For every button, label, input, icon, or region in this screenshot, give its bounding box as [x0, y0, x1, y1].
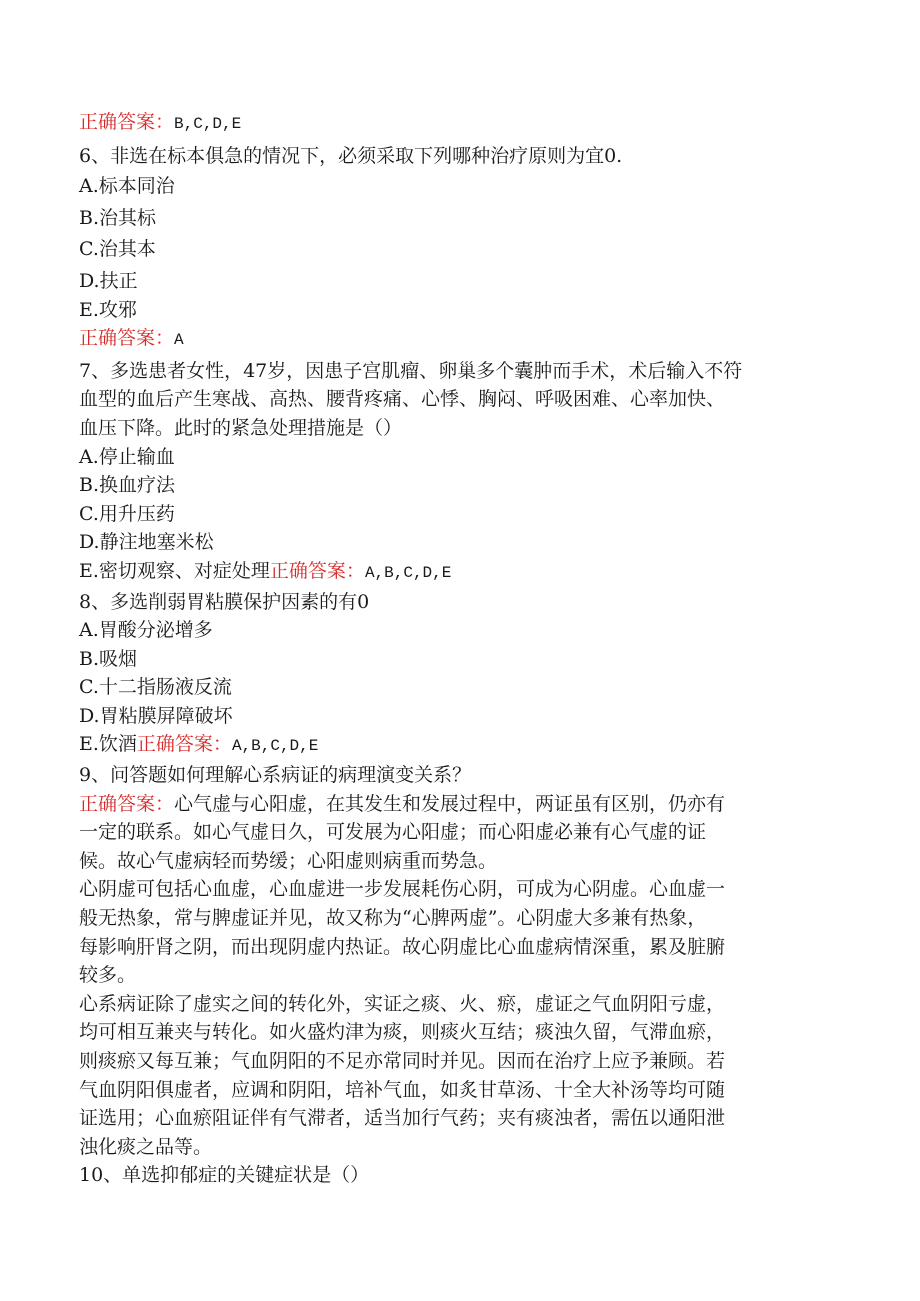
q9-answer-line-6: 每影响肝肾之阴，而出现阴虚内热证。故心阴虚比心血虚病情深重，累及脏腑: [79, 935, 726, 958]
q6-stem: 6、非选在标本俱急的情况下，必须采取下列哪种治疗原则为宜0.: [79, 144, 623, 167]
q9-answer-line-8: 心系病证除了虚实之间的转化外，实证之痰、火、瘀，虚证之气血阴阳亏虚，: [79, 992, 726, 1015]
q8-option-e-with-answer: [79, 730, 835, 761]
q6-answer: [79, 324, 835, 355]
q6-option-a: A.标本同治: [79, 175, 175, 198]
q8-option-d: D.胃粘膜屏障破坏: [79, 704, 233, 727]
q6-option-e: E.攻邪: [79, 298, 137, 321]
q8-option-a: A.胃酸分泌增多: [79, 619, 213, 642]
answer-value: A,B,C,D,E: [231, 737, 319, 756]
q8-stem: 8、多选削弱胃粘膜保护因素的有0: [79, 590, 370, 613]
q9-answer-line-4: 心阴虚可包括心血虚，心血虚进一步发展耗伤心阴，可成为心阴虚。心血虚一: [79, 878, 726, 901]
answer-label: 正确答案：: [79, 111, 175, 133]
q9-answer-line-12: 证选用；心血瘀阻证伴有气滞者，适当加行气药；夹有痰浊者，需伍以通阳泄: [79, 1107, 726, 1130]
q7-option-e-with-answer: [79, 557, 835, 588]
q9-answer-line-11: 气血阴阳俱虚者，应调和阴阳，培补气血，如炙甘草汤、十全大补汤等均可随: [79, 1078, 726, 1101]
q9-answer-line-1: [79, 790, 835, 819]
answer-value: A: [174, 331, 184, 350]
q9-answer-line-13: 浊化痰之品等。: [79, 1135, 213, 1158]
q6-option-b: B.治其标: [79, 206, 157, 229]
q6-option-d: D.扶正: [79, 269, 138, 292]
q9-answer-line-5: 般无热象，常与脾虚证并见，故又称为“心脾两虚”。心阴虚大多兼有热象，: [79, 907, 707, 930]
q8-option-b: B.吸烟: [79, 647, 138, 670]
answer-value: B,C,D,E: [174, 115, 242, 133]
q9-answer-line-2: 一定的联系。如心气虚日久，可发展为心阳虚；而心阳虚必兼有心气虚的证: [79, 821, 707, 844]
answer-value: A,B,C,D,E: [364, 563, 452, 582]
q7-stem-line-3: 血压下降。此时的紧急处理措施是（）: [79, 416, 403, 439]
answer-label: 正确答案：: [136, 733, 232, 756]
document-page: [79, 108, 835, 1190]
q7-option-e: E.密切观察、对症处理: [79, 559, 270, 582]
q7-option-d: D.静注地塞米松: [79, 531, 214, 554]
q10-stem: 10、单选抑郁症的关键症状是（）: [79, 1164, 370, 1187]
answer-text: 心气虚与心阳虚，在其发生和发展过程中，两证虽有区别，仍亦有: [174, 792, 726, 815]
q7-stem-line-1: 7、多选患者女性，47岁，因患子宫肌瘤、卵巢多个囊肿而手术，术后输入不符: [79, 359, 743, 382]
q7-option-b: B.换血疗法: [79, 474, 176, 497]
q9-answer-line-7: 较多。: [79, 964, 137, 987]
q5-answer: [79, 108, 835, 139]
q7-option-a: A.停止输血: [79, 445, 175, 468]
q8-option-e: E.饮酒: [79, 733, 137, 756]
q7-option-c: C.用升压药: [79, 502, 175, 525]
q6-option-c: C.治其本: [79, 238, 156, 261]
q9-answer-line-9: 均可相互兼夹与转化。如火盛灼津为痰，则痰火互结；痰浊久留，气滞血瘀，: [79, 1021, 726, 1044]
q9-answer-line-3: 候。故心气虚病轻而势缓；心阳虚则病重而势急。: [79, 849, 498, 872]
q7-stem-line-2: 血型的血后产生寒战、高热、腰背疼痛、心悸、胸闷、呼吸困难、心率加快、: [79, 388, 726, 411]
q9-stem: 9、问答题如何理解心系病证的病理演变关系？: [79, 764, 472, 787]
answer-label: 正确答案：: [269, 559, 365, 582]
q8-option-c: C.十二指肠液反流: [79, 676, 232, 699]
q9-answer-line-10: 则痰瘀又每互兼；气血阴阳的不足亦常同时并见。因而在治疗上应予兼顾。若: [79, 1050, 726, 1072]
answer-label: 正确答案：: [79, 327, 175, 350]
answer-label: 正确答案：: [79, 792, 175, 815]
